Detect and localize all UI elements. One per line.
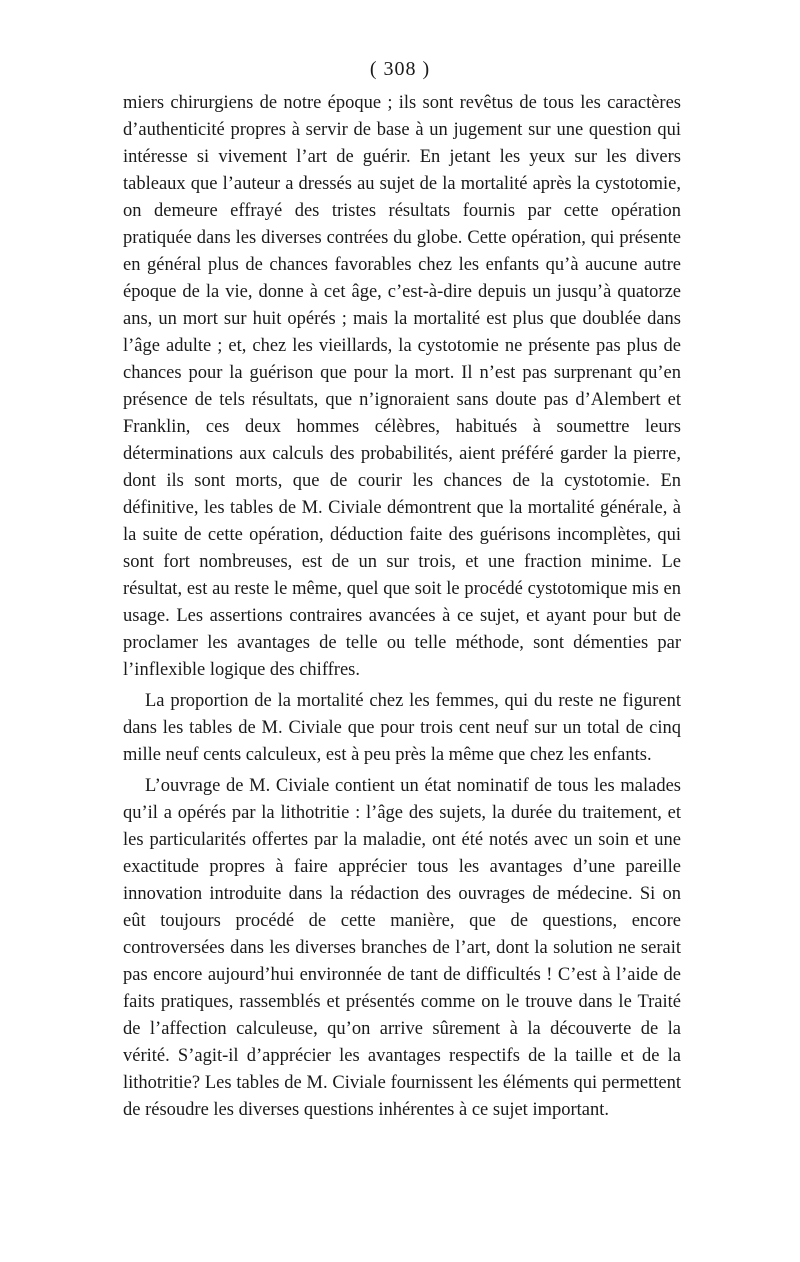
page-number: ( 308 ) — [369, 58, 431, 80]
paragraph-civiale-work: L’ouvrage de M. Civiale contient un état nominatif de tous les malades qu’il a opérés par la lithotritie : l’âge des sujets, la durée du traitement, et les particularités offertes par la maladie, ont été notés avec un soin et une exactitude propres à faire apprécier tous les avantages d’une pareille innovation introduite dans la rédaction des ouvrages de médecine. Si on eût toujours procédé de cette manière, que de questions, encore controversées dans les diverses branches de l’art, dont la solution ne serait pas encore aujourd’hui environnée de tant de difficultés ! C’est à l’aide de faits pratiques, rassemblés et présentés comme on le trouve dans le Traité de l’affection calculeuse, qu’on arrive sûrement à la découverte de la vérité. S’agit-il d’apprécier les avantages respectifs de la taille et de la lithotritie? Les tables de M. Civiale fournissent les éléments qui permettent de résoudre les diverses questions inhérentes à ce sujet important. — [123, 776, 681, 1120]
paragraph-women-mortality: La proportion de la mortalité chez les femmes, qui du reste ne figurent dans les tables de M. Civiale que pour trois cent neuf sur un total de cinq mille neuf cents calculeux, est à peu près la même que chez les enfants. — [123, 691, 681, 765]
body-text — [123, 90, 681, 1128]
paragraph-continuation: miers chirurgiens de notre époque ; ils sont revêtus de tous les caractères d’authenticité propres à servir de base à un jugement sur une question qui intéresse si vivement l’art de guérir. En jetant les yeux sur les divers tableaux que l’auteur a dressés au sujet de la mortalité après la cystotomie, on demeure effrayé des tristes résultats fournis par cette opération pratiquée dans les diverses contrées du globe. Cette opération, qui présente en général plus de chances favorables chez les enfants qu’à aucune autre époque de la vie, donne à cet âge, c’est-à-dire depuis un jusqu’à quatorze ans, un mort sur huit opérés ; mais la mortalité est plus que doublée dans l’âge adulte ; et, chez les vieillards, la cystotomie ne présente pas plus de chances pour la guérison que pour la mort. Il n’est pas surprenant qu’en présence de tels résultats, que n’ignoraient sans doute pas d’Alembert et Franklin, ces deux hommes célèbres, habitués à soumettre leurs déterminations aux calculs des probabilités, aient préféré garder la pierre, dont ils sont morts, que de courir les chances de la cystotomie. En définitive, les tables de M. Civiale démontrent que la mortalité générale, à la suite de cette opération, déduction faite des guérisons incomplètes, qui sont fort nombreuses, est de un sur trois, et une fraction minime. Le résultat, est au reste le même, quel que soit le procédé cystotomique mis en usage. Les assertions contraires avancées à ce sujet, et ayant pour but de proclamer les avantages de telle ou telle méthode, sont démenties par l’inflexible logique des chiffres. — [123, 93, 681, 680]
